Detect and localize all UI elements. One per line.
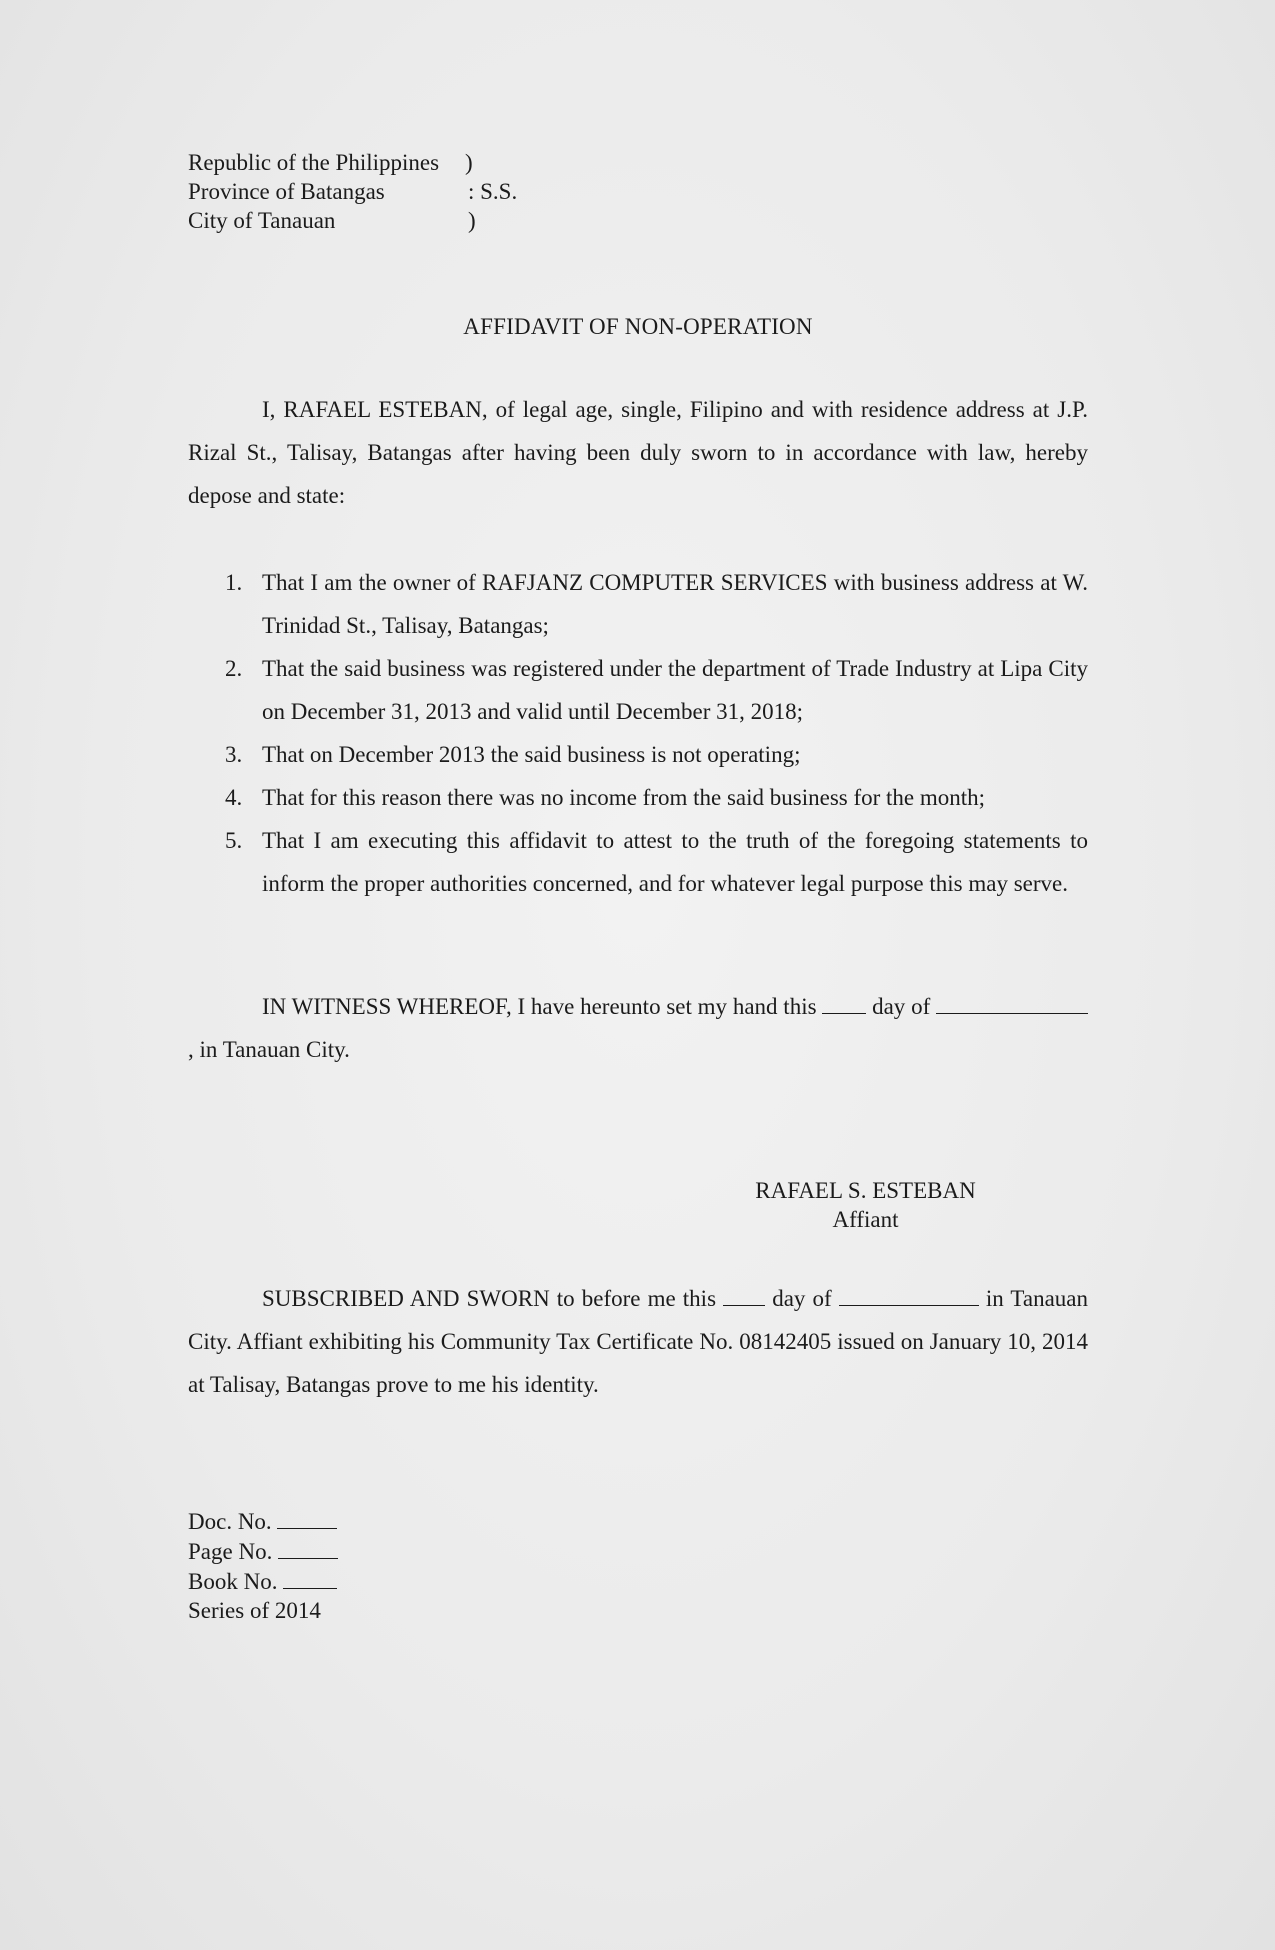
- page-no-blank[interactable]: [278, 1536, 338, 1559]
- venue-caption: [188, 148, 1088, 235]
- intro-paragraph: I, RAFAEL ESTEBAN, of legal age, single, Filipino and with residence address at J.P. Rizal St., Talisay, Batangas after having been duly sworn to in accordance with law, hereby depose and state:: [188, 397, 1088, 508]
- notarial-register: [188, 1506, 1088, 1625]
- witness-day-blank[interactable]: [822, 991, 866, 1014]
- statement-item: [188, 561, 1088, 647]
- jurat-month-blank[interactable]: [839, 1283, 979, 1306]
- caption-line-province: [188, 177, 1088, 206]
- statement-number: 3.: [225, 742, 243, 767]
- statement-number: 4.: [225, 785, 243, 810]
- statement-text: That the said business was registered under the department of Trade Industry at Lipa City on December 31, 2013 and valid until December 31, 2018;: [262, 656, 1088, 724]
- book-no-line: [188, 1566, 1088, 1596]
- caption-ss-mark: : S.S.: [468, 179, 518, 204]
- document-body: [188, 148, 1088, 1625]
- witness-text-start: IN WITNESS WHEREOF, I have hereunto set my hand this: [262, 994, 817, 1019]
- page-no-label: Page No.: [188, 1539, 273, 1564]
- statement-item: [188, 776, 1088, 819]
- statement-item: [188, 819, 1088, 905]
- statement-number: 2.: [225, 656, 243, 681]
- signature-block: [743, 1176, 988, 1234]
- caption-paren-open: ): [465, 150, 473, 175]
- affiant-name: RAFAEL S. ESTEBAN: [755, 1178, 976, 1203]
- caption-paren-close: ): [468, 208, 476, 233]
- statement-text: That I am the owner of RAFJANZ COMPUTER SERVICES with business address at W. Trinidad St., Talisay, Batangas;: [262, 570, 1088, 638]
- statements-list: [188, 561, 1088, 905]
- caption-republic-text: Republic of the Philippines: [188, 150, 440, 175]
- witness-paragraph: [188, 985, 1088, 1071]
- statement-text: That for this reason there was no income from the said business for the month;: [262, 785, 986, 810]
- statement-number: 1.: [225, 570, 243, 595]
- affiant-role: Affiant: [832, 1207, 899, 1232]
- witness-text-dayof: day of: [872, 994, 931, 1019]
- jurat-text-dayof: day of: [772, 1286, 832, 1311]
- caption-city-text: City of Tanauan: [188, 208, 336, 233]
- statement-item: [188, 733, 1088, 776]
- caption-line-city: [188, 206, 1088, 235]
- statement-number: 5.: [225, 828, 243, 853]
- statement-text: That on December 2013 the said business is not operating;: [262, 742, 801, 767]
- caption-line-republic: [188, 148, 1088, 177]
- statement-text: That I am executing this affidavit to attest to the truth of the foregoing statements to inform the proper authorities concerned, and for whatever legal purpose this may serve.: [262, 828, 1088, 896]
- witness-month-blank[interactable]: [936, 991, 1088, 1014]
- statement-item: [188, 647, 1088, 733]
- document-title: AFFIDAVIT OF NON-OPERATION: [463, 314, 813, 339]
- doc-no-blank[interactable]: [277, 1506, 337, 1529]
- doc-no-line: [188, 1506, 1088, 1536]
- witness-text-end: , in Tanauan City.: [188, 1037, 350, 1062]
- doc-no-label: Doc. No.: [188, 1509, 272, 1534]
- jurat-paragraph: [188, 1277, 1088, 1406]
- book-no-blank[interactable]: [283, 1566, 337, 1589]
- book-no-label: Book No.: [188, 1569, 278, 1594]
- jurat-text-start: SUBSCRIBED AND SWORN to before me this: [262, 1286, 717, 1311]
- page-no-line: [188, 1536, 1088, 1566]
- caption-province-text: Province of Batangas: [188, 179, 385, 204]
- series-line: Series of 2014: [188, 1598, 321, 1623]
- jurat-text-end: in Tanauan City. Affiant exhibiting his Community Tax Certificate No. 08142405 issued on January 10, 2014 at Talisay, Batangas prove to me his identity.: [188, 1286, 1088, 1397]
- jurat-day-blank[interactable]: [723, 1283, 765, 1306]
